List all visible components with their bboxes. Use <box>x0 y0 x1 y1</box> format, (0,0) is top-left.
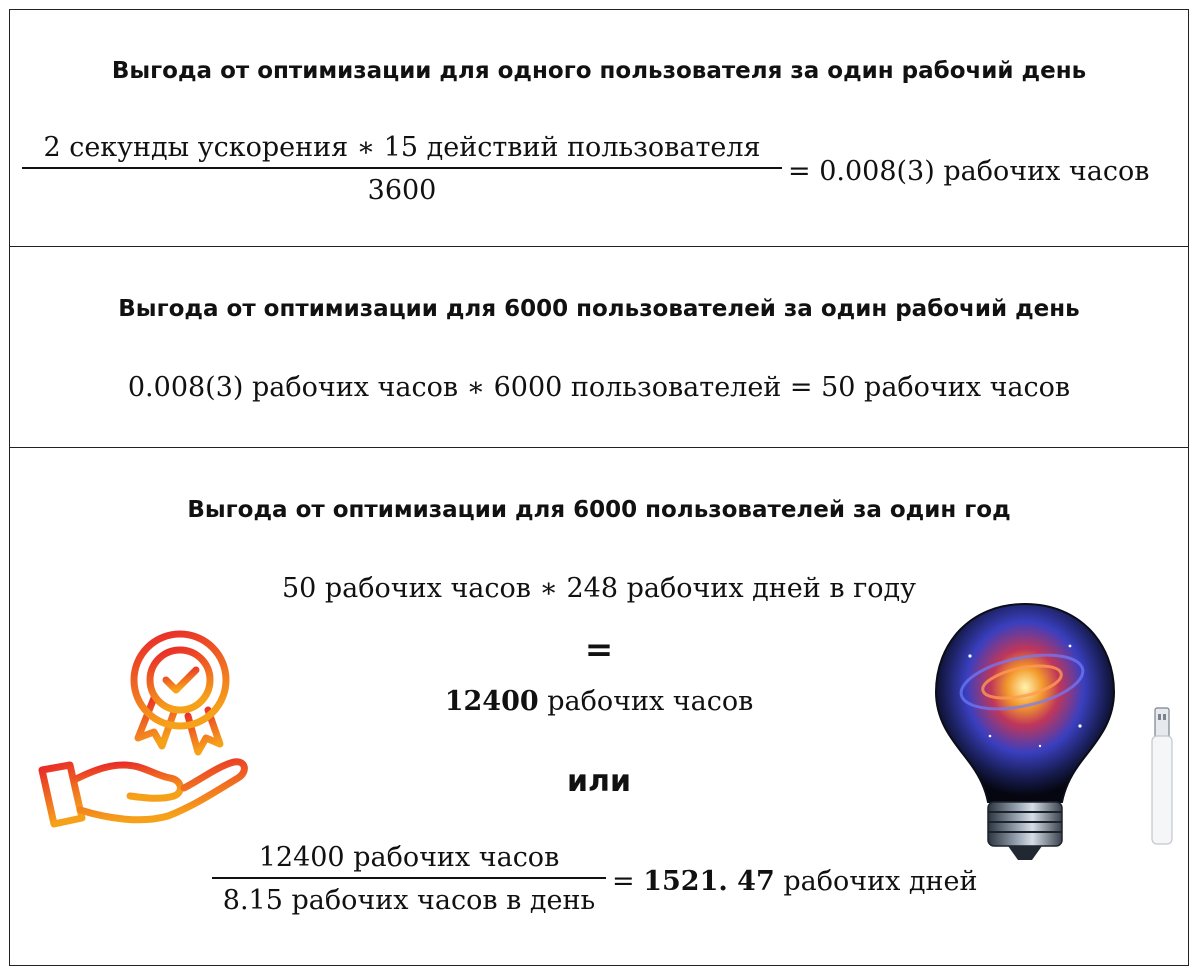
section1-result: = 0.008(3) рабочих часов <box>788 156 1150 187</box>
section2-heading: Выгода от оптимизации для 6000 пользователей за один рабочий день <box>118 296 1080 322</box>
galaxy-lightbulb-icon <box>930 596 1120 864</box>
section1-denominator: 3600 <box>367 175 437 206</box>
section1-fraction <box>22 132 782 206</box>
section3-heading: Выгода от оптимизации для 6000 пользователей за один год <box>187 497 1011 523</box>
section3-fraction <box>212 842 606 916</box>
hand-award-icon <box>34 620 260 850</box>
section1-numerator: 2 секунды ускорения ∗ 15 действий пользователя <box>43 132 761 163</box>
fraction-bar <box>22 167 782 169</box>
total-value: 12400 <box>444 686 539 717</box>
section1-heading: Выгода от оптимизации для одного пользователя за один рабочий день <box>111 58 1087 84</box>
total-unit: рабочих часов <box>538 686 754 717</box>
or-label: или <box>566 764 631 799</box>
section-divider <box>9 447 1189 448</box>
result-value: 1521. 47 <box>643 866 775 897</box>
section3-line1: 50 рабочих часов ∗ 248 рабочих дней в году <box>281 573 917 604</box>
result-unit: рабочих дней <box>774 866 978 897</box>
equals-sign: = <box>584 630 614 670</box>
fraction-bar <box>212 877 606 879</box>
usb-stick-icon <box>1147 706 1177 846</box>
section2-formula: 0.008(3) рабочих часов ∗ 6000 пользователей = 50 рабочих часов <box>127 372 1071 403</box>
section3-result <box>612 866 977 897</box>
section3-frac-numerator: 12400 рабочих часов <box>258 842 560 873</box>
section-divider <box>9 246 1189 247</box>
result-prefix: = <box>612 866 644 897</box>
section3-frac-denominator: 8.15 рабочих часов в день <box>222 885 596 916</box>
